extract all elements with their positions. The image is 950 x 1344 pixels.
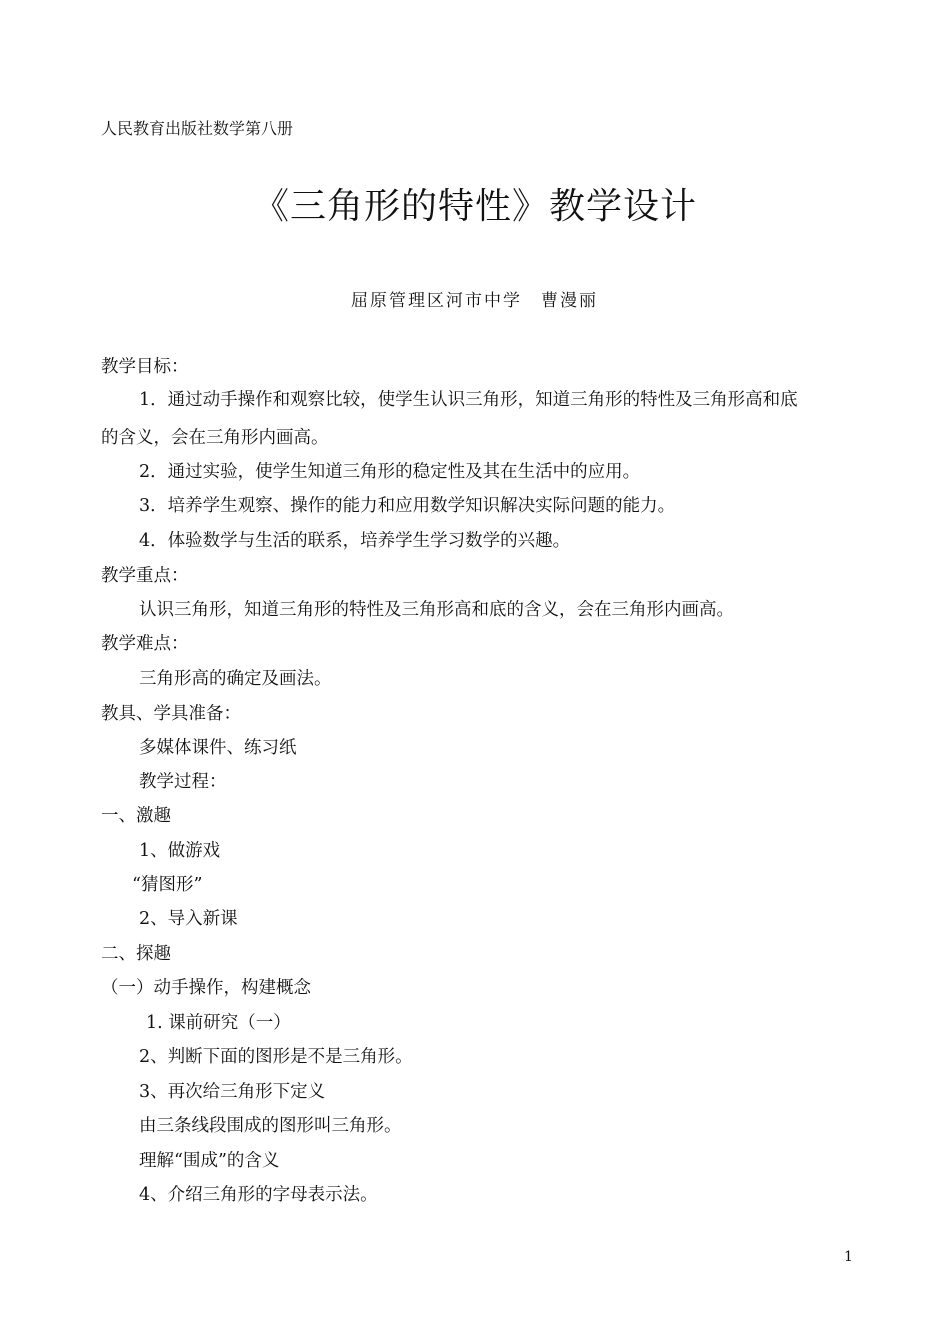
list-item: 2、导入新课 <box>139 909 238 929</box>
list-item: 3、再次给三角形下定义 <box>139 1082 326 1102</box>
section-heading: 教具、学具准备： <box>101 704 241 724</box>
list-item: 2、判断下面的图形是不是三角形。 <box>139 1047 413 1067</box>
body-text: 由三条线段围成的图形叫三角形。 <box>139 1116 402 1136</box>
objective-item: 3．培养学生观察、操作的能力和应用数学知识解决实际问题的能力。 <box>139 496 676 516</box>
page-number: 1 <box>844 1249 853 1265</box>
section-heading: 教学难点： <box>101 634 189 654</box>
author-line: 屈原管理区河市中学 曹漫丽 <box>351 291 598 311</box>
body-text: 三角形高的确定及画法。 <box>139 669 332 689</box>
section-heading: 教学过程： <box>139 772 227 792</box>
body-text: “猜图形” <box>132 875 203 895</box>
body-text: 理解“围成”的含义 <box>139 1151 280 1171</box>
objective-item: 2．通过实验，使学生知道三角形的稳定性及其在生活中的应用。 <box>139 462 641 482</box>
list-item: 4、介绍三角形的字母表示法。 <box>139 1185 378 1205</box>
objective-item: 4．体验数学与生活的联系，培养学生学习数学的兴趣。 <box>139 531 571 551</box>
section-heading: 教学目标： <box>101 357 189 377</box>
list-item: 1、做游戏 <box>139 841 221 861</box>
objective-item-continued: 的含义，会在三角形内画高。 <box>101 428 329 448</box>
section-heading: 教学重点： <box>101 566 189 586</box>
subsection-heading: （一）动手操作，构建概念 <box>101 978 311 998</box>
body-text: 多媒体课件、练习纸 <box>139 738 297 758</box>
objective-item: 1．通过动手操作和观察比较，使学生认识三角形，知道三角形的特性及三角形高和底 <box>139 390 798 410</box>
document-title: 《三角形的特性》教学设计 <box>252 186 697 227</box>
section-heading: 一、激趣 <box>101 806 171 826</box>
section-heading: 二、探趣 <box>101 944 171 964</box>
body-text: 认识三角形，知道三角形的特性及三角形高和底的含义，会在三角形内画高。 <box>139 600 734 620</box>
list-item: 1. 课前研究（一） <box>146 1013 291 1033</box>
document-header: 人民教育出版社数学第八册 <box>101 119 294 138</box>
